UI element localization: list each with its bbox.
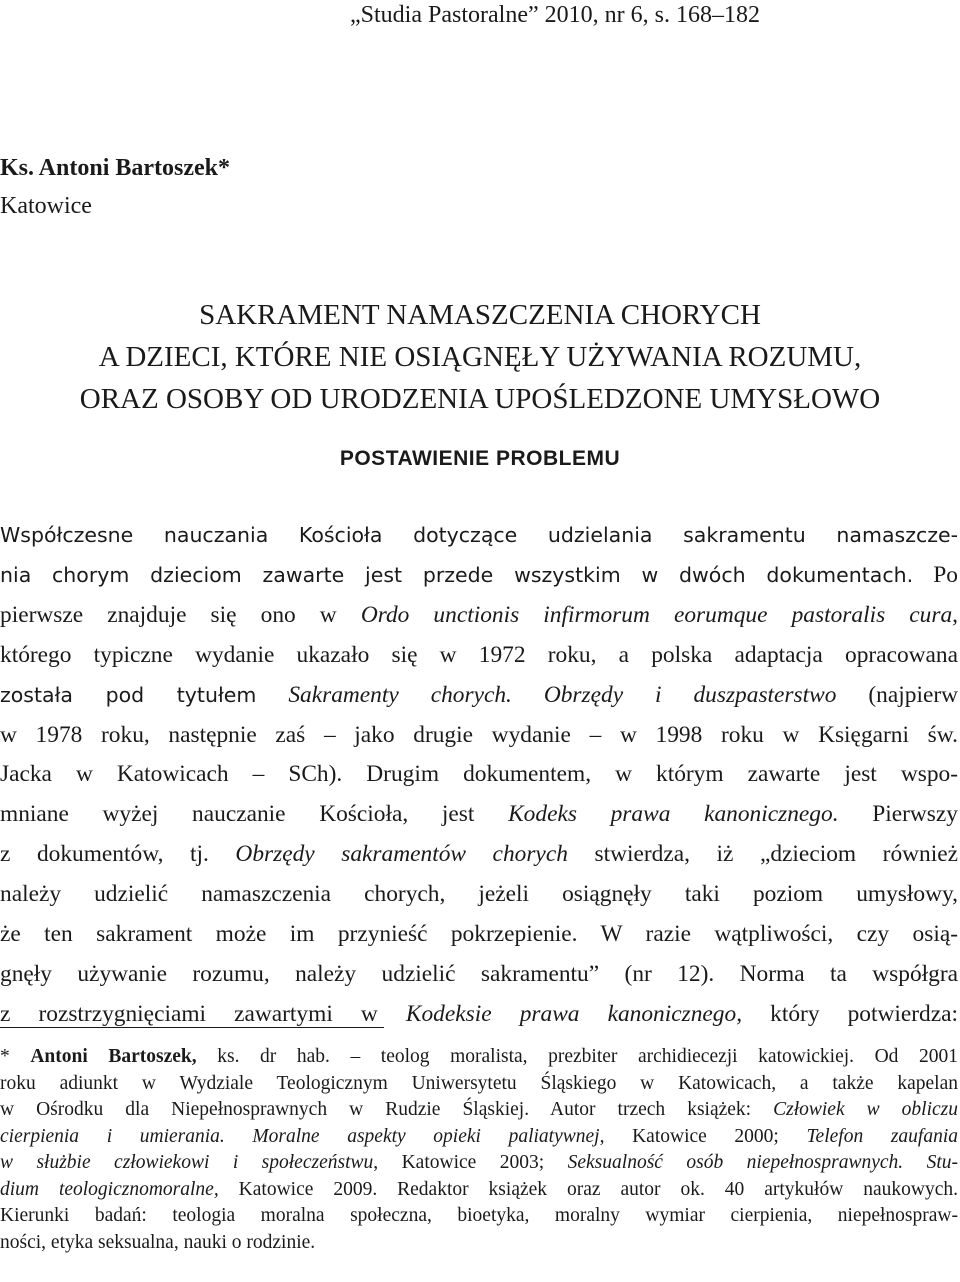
- footnote-line: ności, etyka seksualna, nauki o rodzinie.: [0, 1231, 316, 1253]
- body-line: z rozstrzygnięciami zawartymi w Kodeksie prawa kanonicznego, który potwierdza:: [0, 1000, 959, 1027]
- title-line-3: ORAZ OSOBY OD URODZENIA UPOŚLEDZONE UMYSŁOWO: [79, 383, 881, 415]
- title-line-1: SAKRAMENT NAMASZCZENIA CHORYCH: [199, 299, 761, 331]
- footnote-line: * Antoni Bartoszek, ks. dr hab. – teolog moralista, prezbiter archidiecezji katowickiej. Od 2001: [0, 1046, 959, 1067]
- footnote-line: roku adiunkt w Wydziale Teologicznym Uniwersytetu Śląskiego w Katowicach, a także kapelan: [0, 1072, 958, 1094]
- body-line: nia chorym dzieciom zawarte jest przede wszystkim w dwóch dokumentach. Po: [0, 561, 958, 588]
- footnote-line: Kierunki badań: teologia moralna społeczna, bioetyka, moralny wymiar cierpienia, niepełnospraw-: [0, 1205, 958, 1226]
- body-line: w 1978 roku, następnie zaś – jako drugie wydanie – w 1998 roku w Księgarni św.: [0, 721, 958, 748]
- footnote-line: dium teologicznomoralne, Katowice 2009. Redaktor książek oraz autor ok. 40 artykułów naukowych.: [0, 1178, 959, 1200]
- body-line: została pod tytułem Sakramenty chorych. Obrzędy i duszpasterstwo (najpierw: [0, 681, 959, 708]
- section-heading: POSTAWIENIE PROBLEMU: [339, 447, 621, 470]
- author-city: Katowice: [0, 193, 92, 219]
- body-line: mniane wyżej nauczanie Kościoła, jest Kodeks prawa kanonicznego. Pierwszy: [0, 801, 958, 828]
- footnote-line: w służbie człowiekowi i społeczeństwu, Katowice 2003; Seksualność osób niepełnosprawnych. Stu-: [0, 1152, 959, 1173]
- body-line: gnęły używanie rozumu, należy udzielić sakramentu” (nr 12). Norma ta współgra: [0, 960, 958, 987]
- body-line: Jacka w Katowicach – SCh). Drugim dokumentem, w którym zawarte jest wspo-: [0, 761, 958, 788]
- body-paragraph: [0, 516, 958, 1035]
- body-line: Współczesne nauczania Kościoła dotyczące udzielania sakramentu namaszcze-: [0, 523, 958, 547]
- footnote-line: cierpienia i umierania. Moralne aspekty opieki paliatywnej, Katowice 2000; Telefon zaufania: [0, 1125, 959, 1147]
- footnote: [0, 1044, 958, 1256]
- footnote-divider: [0, 1027, 384, 1028]
- title-line-2: A DZIECI, KTÓRE NIE OSIĄGNĘŁY UŻYWANIA ROZUMU,: [98, 341, 862, 373]
- author-block: [0, 148, 230, 226]
- body-line: którego typiczne wydanie ukazało się w 1972 roku, a polska adaptacja opracowana: [0, 641, 958, 668]
- article-title: [0, 294, 960, 420]
- body-line: należy udzielić namaszczenia chorych, jeżeli osiągnęły taki poziom umysłowy,: [0, 881, 958, 908]
- body-line: pierwsze znajduje się ono w Ordo unctionis infirmorum eorumque pastoralis cura,: [0, 601, 958, 628]
- body-line: że ten sakrament może im przynieść pokrzepienie. W razie wątpliwości, czy osią-: [0, 921, 958, 948]
- author-name: Ks. Antoni Bartoszek*: [0, 155, 231, 181]
- body-line: z dokumentów, tj. Obrzędy sakramentów chorych stwierdza, iż „dzieciom również: [0, 841, 958, 868]
- footnote-line: w Ośrodku dla Niepełnosprawnych w Rudzie Śląskiej. Autor trzech książek: Człowiek w obliczu: [0, 1099, 958, 1120]
- journal-citation: „Studia Pastoralne” 2010, nr 6, s. 168–182: [350, 2, 760, 28]
